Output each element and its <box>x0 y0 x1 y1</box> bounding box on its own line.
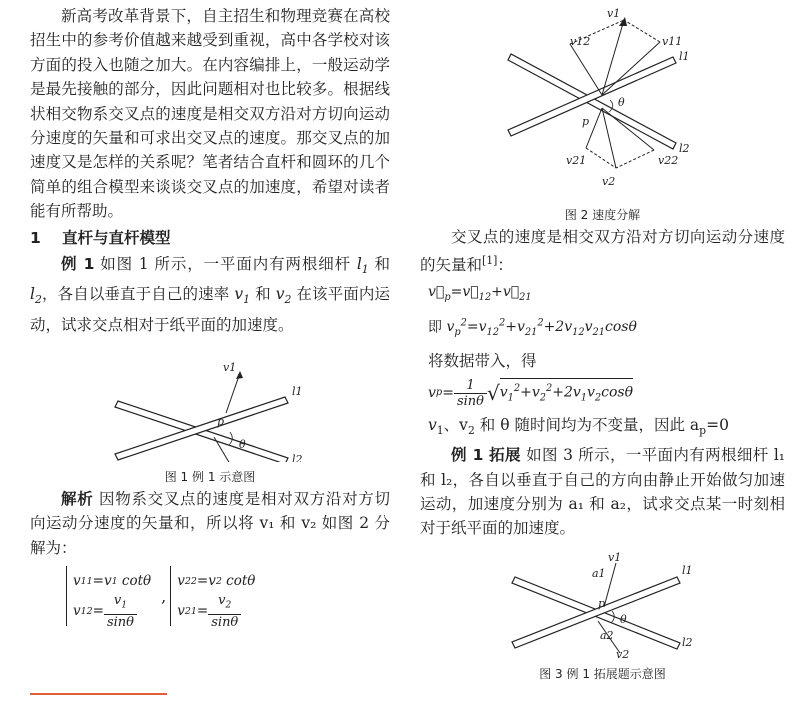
footnote-rule <box>30 693 167 695</box>
section-heading <box>30 226 390 250</box>
figure1-caption: 图 1 例 1 示意图 <box>164 470 256 485</box>
svg-text:θ: θ <box>620 612 627 626</box>
right-column <box>420 0 785 684</box>
svg-text:v1: v1 <box>608 550 622 564</box>
left-column <box>30 0 390 630</box>
substitute-text: 将数据带入，得 <box>428 352 537 371</box>
section-number: 1 <box>30 228 41 247</box>
svg-text:a1: a1 <box>592 566 606 580</box>
figure1-diagram <box>30 337 390 462</box>
svg-text:l1: l1 <box>679 50 690 63</box>
svg-text:v2: v2 <box>602 175 616 188</box>
intro-paragraph: 新高考改革背景下，自主招生和物理竞赛在高校招生中的参考价值越来越受到重视，高中各学校对该方面的投入也随之加大。在内容编排上，一般运动学是最先接触的部分，因此问题相对也比较多。根据线状相交物系交叉点的速度是相交双方沿对方切向运动分速度的矢量和可求出交叉点的速度。那交叉点的加速度又是怎样的关系呢？笔者结合直杆和圆环的几个简单的组合模型来谈谈交叉点的加速度，希望对读者能有所帮助。 <box>30 7 390 221</box>
section-title: 直杆与直杆模型 <box>62 228 171 247</box>
magnitude-equation: 即 $v_p^2=v_{12}^2+v_{21}^2+2v_{12}v_{21}\cos\theta$ <box>428 317 637 339</box>
svg-text:p: p <box>582 115 590 128</box>
arrow-v1 <box>226 373 240 413</box>
label-v1: v1 <box>223 361 237 375</box>
conclusion-text: $v_1$、$v_2$ 和 θ 随时间均为不变量，因此 $a_p=0$ <box>428 415 729 437</box>
svg-text:p: p <box>598 596 606 610</box>
svg-text:l1: l1 <box>682 563 693 577</box>
result-equation: v p = $\frac{1}{\sin\theta}$ √ $v_1^2+v_2^2+2v_1v_2\cos\theta$ <box>428 377 634 409</box>
vector-equation: $v⃗_p=v⃗_{12}+v⃗_{21}$ <box>428 283 532 303</box>
svg-text:v21: v21 <box>566 154 587 167</box>
svg-text:v22: v22 <box>658 154 679 167</box>
svg-text:v2: v2 <box>616 647 630 659</box>
svg-text:θ: θ <box>618 96 625 109</box>
svg-text:l2: l2 <box>679 142 690 155</box>
figure3-diagram <box>420 541 785 659</box>
vector-sum-paragraph: 交叉点的速度是相交双方沿对方切向运动分速度的矢量和[1]： <box>420 228 785 275</box>
example1-label: 例 1 <box>61 254 95 273</box>
label-l1: l1 <box>292 385 303 399</box>
extension-paragraph: 例 1 拓展 如图 3 所示，一平面内有两根细杆 l₁ 和 l₂，各自以垂直于自己的方向由静止开始做匀加速运动，加速度分别为 a₁ 和 a₂，试求交点某一时刻相对于纸平面的加速度。 <box>420 446 785 538</box>
analysis-label: 解析 <box>61 490 94 509</box>
svg-text:l2: l2 <box>682 635 693 649</box>
svg-text:v12: v12 <box>570 35 591 48</box>
figure2-diagram <box>420 0 785 200</box>
svg-text:v11: v11 <box>662 35 683 48</box>
analysis-paragraph: 解析 因物系交叉点的速度是相对双方沿对方切向运动分速度的矢量和，所以将 v₁ 和 v₂ 如图 2 分解为： <box>30 490 390 557</box>
extension-label: 例 1 拓展 <box>451 446 521 465</box>
figure3-caption: 图 3 例 1 拓展题示意图 <box>539 666 666 681</box>
label-l2: l2 <box>292 453 303 463</box>
svg-text:a2: a2 <box>600 628 614 642</box>
decomposition-equations: v 11 =v 1 cotθ v 12 = $\frac{v_1}{\sin\theta}$ , v 22 =v 2 cotθ v 21 = $\frac{v_2}{\sin\theta}$ <box>66 566 390 626</box>
label-theta: θ <box>239 438 246 452</box>
example1-paragraph: 例 1 如图 1 所示，一平面内有两根细杆 $l_1$ 和 $l_2$，各自以垂直于自己的速率 $v_1$ 和 $v_2$ 在该平面内运动，试求交点相对于纸平面的加速度。 <box>30 254 390 334</box>
svg-text:v1: v1 <box>607 7 621 20</box>
label-p: p <box>217 415 225 429</box>
figure2-caption: 图 2 速度分解 <box>564 208 641 222</box>
